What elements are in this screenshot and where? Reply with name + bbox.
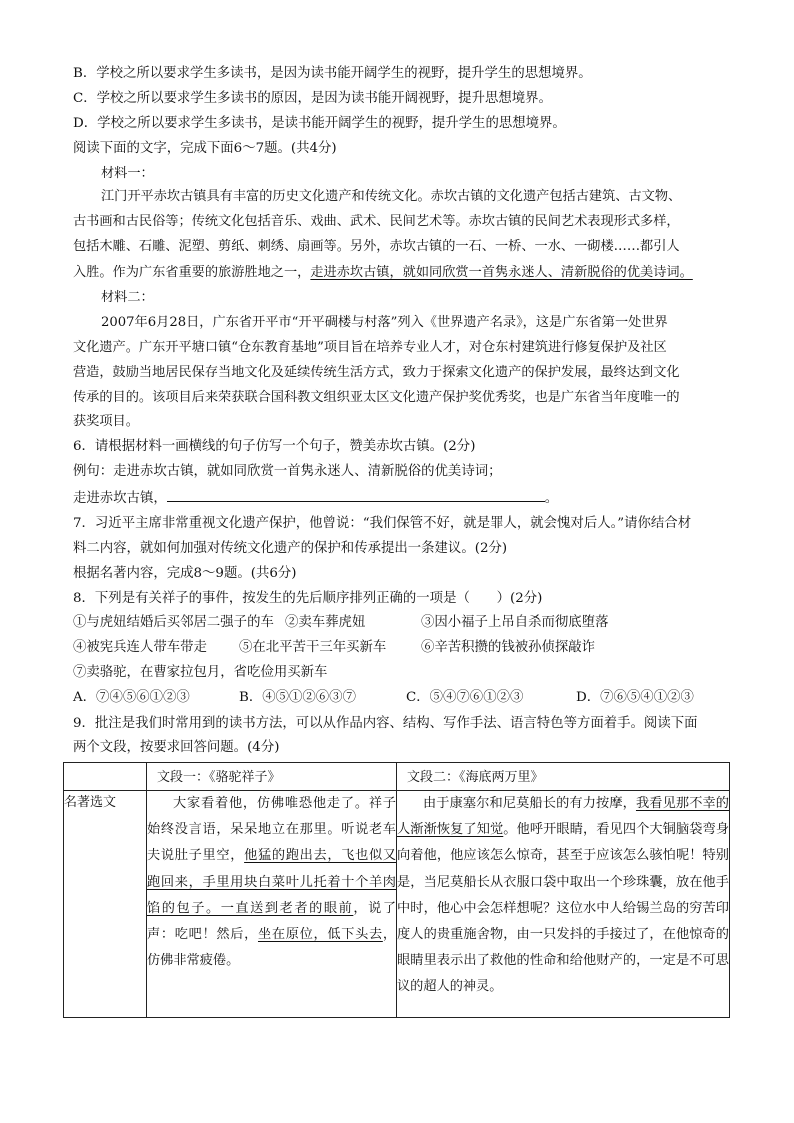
option-d[interactable]: D．学校之所以要求学生多读书，是读书能开阔学生的视野，提升学生的思想境界。 [73,116,566,131]
material2-line: 文化遗产。广东开平塘口镇“仓东教育基地”项目旨在培养专业人才，对仓东村建筑进行修复保护及社区 [73,340,667,355]
famous-works-instruction: 根据名著内容，完成8～9题。(共6分) [73,566,297,581]
q8-stem: 8．下列是有关祥子的事件，按发生的先后顺序排列正确的一项是（ ）(2分) [73,591,543,606]
passage1-part: ，仿佛非常疲倦。 [147,927,397,969]
passage1-underlined-part: 他猛的跑出去，飞也似又跑回来，手里用块白菜叶儿托着十个羊肉馅的包子。一直送到老者的眼前 [147,848,397,916]
q6-answer-suffix: 。 [544,491,559,506]
q8-choice-a[interactable]: A．⑦④⑤⑥①②③ [73,690,190,705]
q8-choice-b[interactable]: B．④⑤①②⑥③⑦ [239,690,356,705]
material2-line: 传承的目的。该项目后来荣获联合国科教文组织亚太区文化遗产保护奖优秀奖，也是广东省当年度唯一的 [73,390,680,405]
option-b[interactable]: B．学校之所以要求学生多读书，是因为读书能开阔学生的视野，提升学生的思想境界。 [73,66,592,81]
comparison-table [63,762,730,1018]
q8-event: ④被宪兵连人带车带走 [73,640,207,655]
material1-last-prefix: 入胜。作为广东省重要的旅游胜地之一， [73,265,311,280]
table-header-row [64,763,730,791]
passage2-underlined-part: 我看见那不幸的人渐渐恢复了知觉 [397,796,729,838]
passage2-text [397,791,730,1018]
material2-label: 材料二： [101,290,154,305]
material2-line: 营造，鼓励当地居民保存当地文化及延续传统生活方式，致力于探索文化遗产的保护发展，最终达到文化 [73,365,680,380]
table-row-label: 名著选文 [64,791,147,1018]
q8-event: ⑥辛苦积攒的钱被孙侦探敲诈 [421,640,596,655]
reading-instruction: 阅读下面的文字，完成下面6～7题。(共4分) [73,141,337,156]
q6-answer-prefix: 走进赤坎古镇， [73,491,167,506]
passage1-part: ，说了声：吃吧！然后， [147,900,397,943]
q8-event: ②卖车葬虎妞 [285,615,366,630]
q6-stem: 6．请根据材料一画横线的句子仿写一个句子，赞美赤坎古镇。(2分) [73,439,476,454]
q9-line: 两个文段，按要求回答问题。(4分) [73,740,280,755]
q6-answer-blank[interactable] [167,487,545,502]
q9-line: 9．批注是我们时常用到的读书方法，可以从作品内容、结构、写作手法、语言特色等方面着手。阅读下面 [73,716,698,731]
passage2-part: 由于康塞尔和尼莫船长的有力按摩， [423,796,636,811]
q8-event: ⑦卖骆驼，在曹家拉包月，省吃俭用买新车 [73,665,328,680]
q6-answer-line [73,487,558,509]
q6-example: 例句：走进赤坎古镇，就如同欣赏一首隽永迷人、清新脱俗的优美诗词； [73,464,502,479]
table-row [64,791,730,1018]
table-header-passage1: 文段一：《骆驼祥子》 [147,763,397,791]
q8-event: ③因小福子上吊自杀而彻底堕落 [421,615,609,630]
q7-line: 7．习近平主席非常重视文化遗产保护，他曾说：“我们保管不好，就是罪人，就会愧对后人。”请你结合材 [73,516,692,531]
passage1-part: 大家看着他，仿佛唯恐他走了。祥子始终没言语，呆呆地立在那里。听说老车夫说肚子里空， [147,796,396,864]
material2-line: 获奖项目。 [73,414,139,429]
q8-choice-c[interactable]: C．⑤④⑦⑥①②③ [406,690,524,705]
material2-line: 2007年6月28日，广东省开平市“开平碉楼与村落”列入《世界遗产名录》，这是广东省第一处世界 [101,315,668,330]
material1-line: 包括木雕、石雕、泥塑、剪纸、刺绣、扇画等。另外，赤坎古镇的一石、一桥、一水、一砌楼……都引人 [73,239,680,254]
material1-underlined-sentence: 走进赤坎古镇，就如同欣赏一首隽永迷人、清新脱俗的优美诗词。 [310,265,693,280]
material1-last-line [73,263,693,283]
passage1-underlined-part: 坐在原位，低下头去 [257,927,383,943]
table-header-passage2: 文段二：《海底两万里》 [397,763,730,791]
table-header-empty [64,763,147,791]
q7-line: 料二内容，就如何加强对传统文化遗产的保护和传承提出一条建议。(2分) [73,541,508,556]
q8-event: ⑤在北平苦干三年买新车 [239,640,387,655]
q8-choice-d[interactable]: D．⑦⑥⑤④①②③ [576,690,694,705]
passage2-part: 。他呼开眼睛，看见四个大铜脑袋弯身向着他，他应该怎么惊奇，甚至于应该怎么骇怕呢！特别是，当尼莫船长从衣服口袋中取出一个珍珠囊，放在他手中时，他心中会怎样想呢？这位水中人给锡兰岛的穷苦印度人的贵重施舍物，由一只发抖的手接过了，在他惊奇的眼睛里表示出了救他的性命和给他财产的，一定是不可思议的超人的神灵。 [397,822,730,995]
material1-label: 材料一： [101,166,154,181]
option-c[interactable]: C．学校之所以要求学生多读书的原因，是因为读书能开阔视野，提升思想境界。 [73,91,552,106]
material1-line: 古书画和古民俗等；传统文化包括音乐、戏曲、武术、民间艺术等。赤坎古镇的民间艺术表现形式多样， [73,214,680,229]
material1-line: 江门开平赤坎古镇具有丰富的历史文化遗产和传统文化。赤坎古镇的文化遗产包括古建筑、古文物、 [101,189,682,204]
q8-event: ①与虎妞结婚后买邻居二强子的车 [73,615,274,630]
passage1-text [147,791,397,1018]
